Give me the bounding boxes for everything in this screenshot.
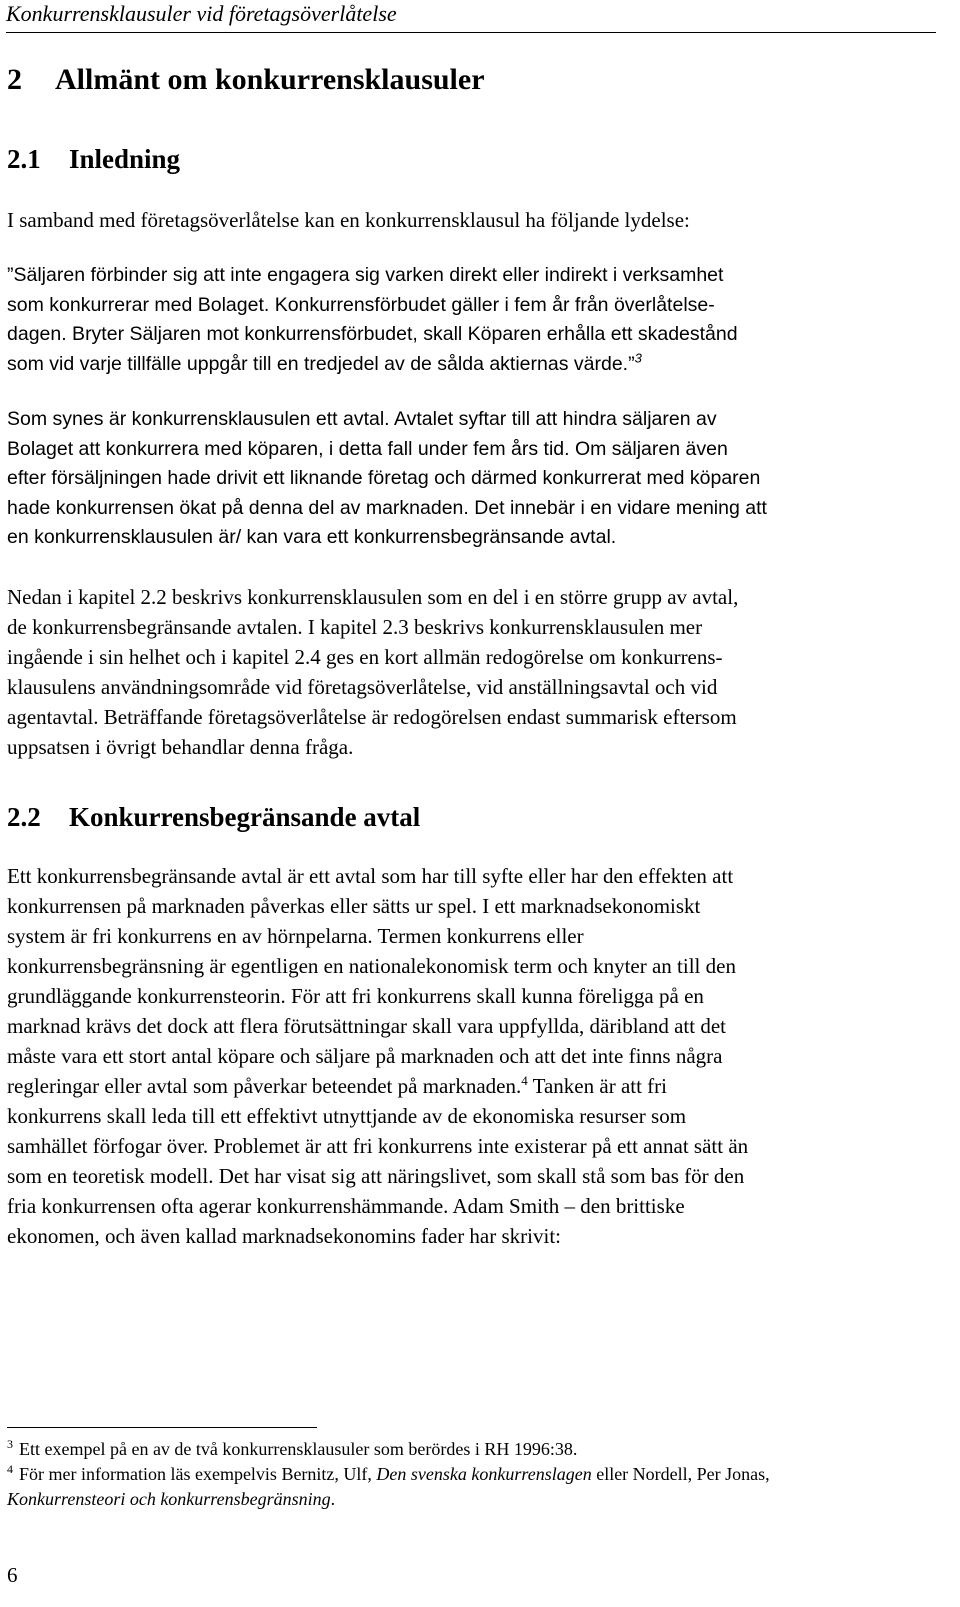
paragraph-line: ingående i sin helhet och i kapitel 2.4 ges en kort allmän redogörelse om konkurrens- [7, 645, 723, 669]
footnote-4 [7, 1462, 942, 1487]
page-number: 6 [7, 1563, 18, 1587]
section-number: 2.1 [7, 144, 41, 174]
paragraph-line: Bolaget att konkurrera med köparen, i detta fall under fem års tid. Om säljaren även [7, 437, 728, 460]
paragraph-line: klausulens användningsområde vid företagsöverlåtelse, vid anställningsavtal och vid [7, 675, 718, 699]
paragraph-line: samhället förfogar över. Problemet är att fri konkurrens inte existerar på ett annat sätt än [7, 1134, 749, 1158]
paragraph-line: hade konkurrensen ökat på denna del av marknaden. Det innebär i en vidare mening att [7, 496, 767, 519]
footnote-book-title: Den svenska konkurrenslagen [376, 1464, 592, 1484]
intro-line: I samband med företagsöverlåtelse kan en konkurrensklausul ha följande lydelse: [7, 208, 690, 232]
footnote-text: För mer information läs exempelvis Bernitz, Ulf, [19, 1464, 377, 1484]
paragraph-line: konkurrens skall leda till ett effektivt utnyttjande av de ekonomiska resurser som [7, 1104, 687, 1128]
footnote-number: 3 [7, 1437, 13, 1451]
paragraph-line: system är fri konkurrens en av hörnpelarna. Termen konkurrens eller [7, 924, 584, 948]
section-heading-2-1 [7, 142, 180, 176]
line-text: regleringar eller avtal som påverkar beteendet på marknaden. [7, 1074, 522, 1098]
paragraph-3 [7, 582, 942, 762]
paragraph-2-2 [7, 861, 942, 1251]
paragraph-line: Som synes är konkurrensklausulen ett avtal. Avtalet syftar till att hindra säljaren av [7, 408, 717, 430]
chapter-number: 2 [7, 63, 22, 96]
paragraph-line: grundläggande konkurrensteorin. För att fri konkurrens skall kunna föreligga på en [7, 984, 704, 1008]
paragraph-line: fria konkurrensen ofta agerar konkurrenshämmande. Adam Smith – den brittiske [7, 1194, 685, 1218]
intro-paragraph [7, 205, 942, 235]
paragraph-line: de konkurrensbegränsande avtalen. I kapitel 2.3 beskrivs konkurrensklausulen mer [7, 615, 703, 639]
footnote-text: Ett exempel på en av de två konkurrensklausuler som berördes i RH 1996:38. [19, 1439, 578, 1459]
section-heading-2-2 [7, 800, 420, 834]
paragraph-line: agentavtal. Beträffande företagsöverlåtelse är redogörelsen endast summarisk eftersom [7, 705, 737, 729]
quote-line [7, 350, 942, 380]
quote-line-text: som vid varje tillfälle uppgår till en tredjedel av de sålda aktiernas värde.” [7, 352, 635, 375]
section-title: Konkurrensbegränsande avtal [69, 802, 421, 832]
quote-line: dagen. Bryter Säljaren mot konkurrensförbudet, skall Köparen erhålla ett skadestånd [7, 323, 738, 345]
quoted-clause [7, 261, 942, 379]
chapter-title: Allmänt om konkurrensklausuler [55, 63, 485, 96]
paragraph-line: som en teoretisk modell. Det har visat sig att näringslivet, som skall stå som bas för den [7, 1164, 745, 1188]
paragraph-line: konkurrensbegränsning är egentligen en nationalekonomisk term och knyter an till den [7, 954, 736, 978]
paragraph-line [7, 1071, 942, 1101]
section-number: 2.2 [7, 802, 41, 832]
chapter-heading [7, 62, 485, 98]
footnote-3 [7, 1437, 942, 1462]
paragraph-line: marknad krävs det dock att flera förutsättningar skall vara uppfyllda, däribland att det [7, 1014, 726, 1038]
quote-line: som konkurrerar med Bolaget. Konkurrensförbudet gäller i fem år från överlåtelse- [7, 293, 715, 316]
paragraph-2 [7, 405, 942, 553]
paragraph-line: Nedan i kapitel 2.2 beskrivs konkurrensklausulen som en del i en större grupp av avtal, [7, 585, 739, 609]
section-title: Inledning [69, 144, 181, 174]
paragraph-line: konkurrensen på marknaden påverkas eller sätts ur spel. I ett marknadsekonomiskt [7, 894, 701, 918]
footnote-ref-4[interactable]: 4 [521, 1073, 528, 1088]
footnote-4-continued [7, 1487, 942, 1512]
footnote-separator [7, 1427, 317, 1428]
paragraph-line: efter försäljningen hade drivit ett liknande företag och därmed konkurrerat med köparen [7, 467, 761, 489]
paragraph-line: Ett konkurrensbegränsande avtal är ett avtal som har till syfte eller har den effekten att [7, 864, 734, 888]
footnote-number: 4 [7, 1462, 13, 1476]
running-header: Konkurrensklausuler vid företagsöverlåtelse [6, 0, 936, 33]
paragraph-line: en konkurrensklausulen är/ kan vara ett konkurrensbegränsande avtal. [7, 526, 617, 548]
paragraph-line: ekonomen, och även kallad marknadsekonomins fader har skrivit: [7, 1224, 561, 1248]
footnote-ref-3[interactable]: 3 [634, 350, 642, 365]
paragraph-line: måste vara ett stort antal köpare och säljare på marknaden och att det inte finns några [7, 1044, 723, 1068]
footnotes [7, 1437, 942, 1512]
footnote-text: . [330, 1489, 336, 1509]
footnote-book-title: Konkurrensteori och konkurrensbegränsning [7, 1489, 331, 1509]
quote-line: ”Säljaren förbinder sig att inte engagera sig varken direkt eller indirekt i verksamhet [7, 264, 724, 286]
footnote-text: eller Nordell, Per Jonas, [591, 1464, 770, 1484]
line-text: Tanken är att fri [527, 1074, 667, 1098]
paragraph-line: uppsatsen i övrigt behandlar denna fråga. [7, 735, 354, 759]
